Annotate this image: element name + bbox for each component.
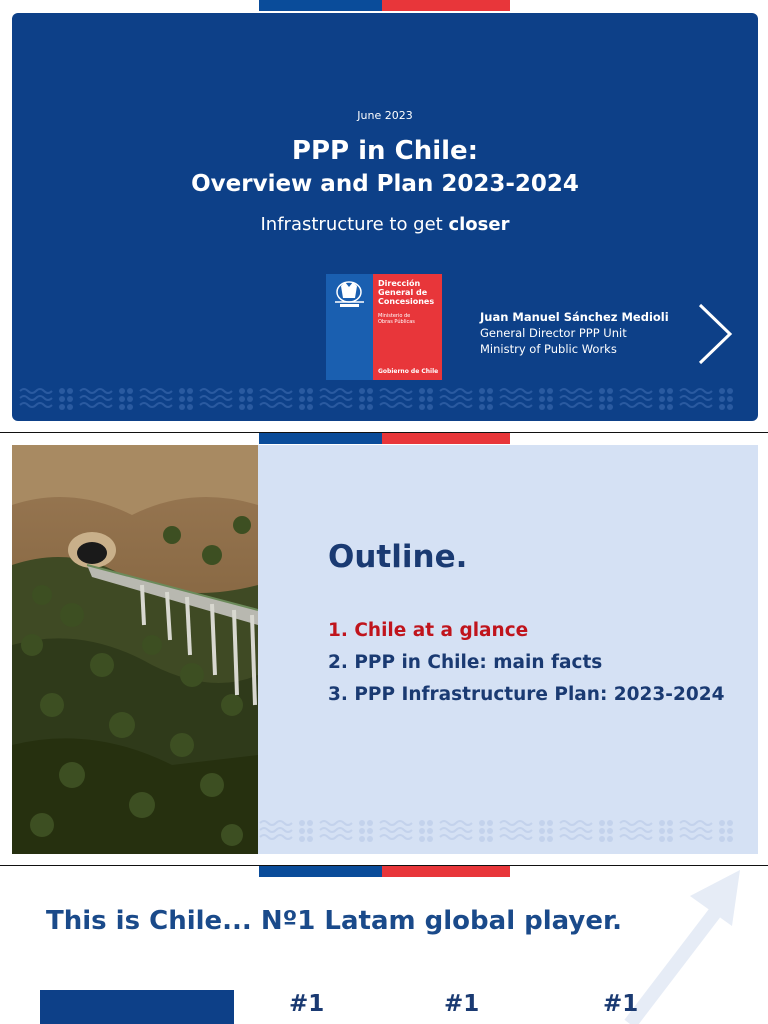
presentation-date: June 2023 bbox=[357, 109, 413, 122]
decorative-pattern bbox=[12, 381, 758, 413]
decorative-pattern bbox=[258, 813, 758, 845]
slide-title-text: This is Chile... Nº1 Latam global player. bbox=[46, 906, 622, 936]
title-card bbox=[12, 13, 758, 421]
highway-bridge-photo bbox=[12, 445, 258, 854]
arrow-up-right-icon bbox=[620, 866, 768, 1024]
flag-stripe bbox=[259, 433, 510, 444]
outline-item-infrastructure-plan[interactable]: 3. PPP Infrastructure Plan: 2023-2024 bbox=[328, 684, 725, 705]
slide-title bbox=[0, 0, 768, 432]
title-line-1: PPP in Chile: bbox=[291, 136, 479, 166]
ministry-logo: Dirección General de Concesiones Ministerio de Obras Públicas Gobierno de Chile bbox=[326, 274, 442, 380]
outline-list bbox=[328, 615, 724, 711]
info-box bbox=[40, 990, 234, 1024]
slide-chile-overview bbox=[0, 866, 768, 1024]
speaker-role: General Director PPP Unit bbox=[480, 326, 627, 340]
rank-badge: #1 bbox=[289, 991, 325, 1017]
tagline: Infrastructure to get closer bbox=[260, 214, 510, 235]
flag-stripe bbox=[259, 866, 510, 877]
flag-stripe bbox=[259, 0, 510, 11]
slide-outline bbox=[0, 433, 768, 865]
outline-card bbox=[258, 445, 758, 854]
title-line-2: Overview and Plan 2023-2024 bbox=[191, 171, 579, 197]
outline-item-ppp-main-facts[interactable]: 2. PPP in Chile: main facts bbox=[328, 652, 603, 673]
speaker-name: Juan Manuel Sánchez Medioli bbox=[480, 310, 669, 324]
speaker-info bbox=[480, 309, 669, 357]
chevron-right-icon[interactable] bbox=[696, 303, 734, 365]
rank-badge: #1 bbox=[444, 991, 480, 1017]
outline-item-chile-at-a-glance[interactable]: 1. Chile at a glance bbox=[328, 620, 529, 641]
outline-title: Outline. bbox=[328, 539, 468, 575]
coat-of-arms-icon bbox=[331, 278, 368, 308]
rank-badge: #1 bbox=[603, 991, 639, 1017]
speaker-organization: Ministry of Public Works bbox=[480, 342, 617, 356]
